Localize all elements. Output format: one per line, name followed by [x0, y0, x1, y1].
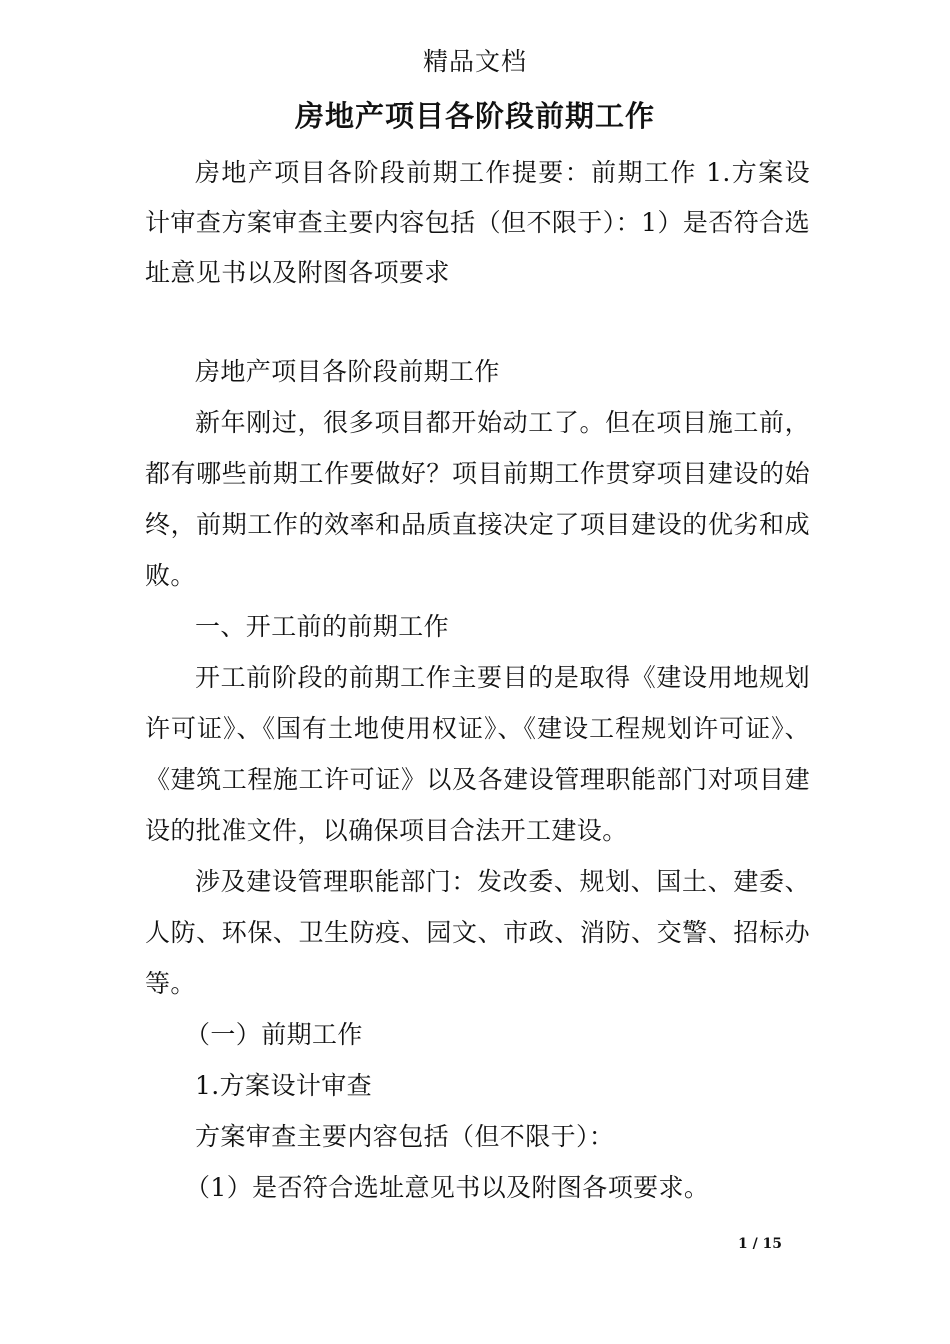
summary-paragraph: 房地产项目各阶段前期工作提要：前期工作 1.方案设计审查方案审查主要内容包括（但不限于）：1）是否符合选址意见书以及附图各项要求 — [145, 158, 810, 287]
document-title: 房地产项目各阶段前期工作 — [294, 99, 655, 133]
page-header: 精品文档 — [422, 47, 527, 76]
body-paragraph: 新年刚过，很多项目都开始动工了。但在项目施工前，都有哪些前期工作要做好？项目前期工作贯穿项目建设的始终，前期工作的效率和品质直接决定了项目建设的优劣和成败。 — [145, 408, 810, 590]
body-paragraph: 开工前阶段的前期工作主要目的是取得《建设用地规划许可证》、《国有土地使用权证》、《建设工程规划许可证》、《建筑工程施工许可证》以及各建设管理职能部门对项目建设的批准文件，以确保项目合法开工建设。 — [145, 663, 810, 845]
body-paragraph: 涉及建设管理职能部门：发改委、规划、国土、建委、人防、环保、卫生防疫、园文、市政、消防、交警、招标办等。 — [145, 867, 810, 998]
subsection-heading: 1.方案设计审查 — [195, 1071, 373, 1100]
section-heading: 一、开工前的前期工作 — [195, 612, 450, 641]
page-number: 1 / 15 — [737, 1236, 783, 1252]
section-heading: 房地产项目各阶段前期工作 — [195, 357, 500, 386]
body-paragraph: 方案审查主要内容包括（但不限于）： — [195, 1122, 615, 1151]
summary-block — [145, 148, 810, 298]
main-content — [145, 346, 810, 1213]
list-item: （1）是否符合选址意见书以及附图各项要求。 — [185, 1173, 710, 1202]
subsection-heading: （一）前期工作 — [185, 1020, 363, 1049]
